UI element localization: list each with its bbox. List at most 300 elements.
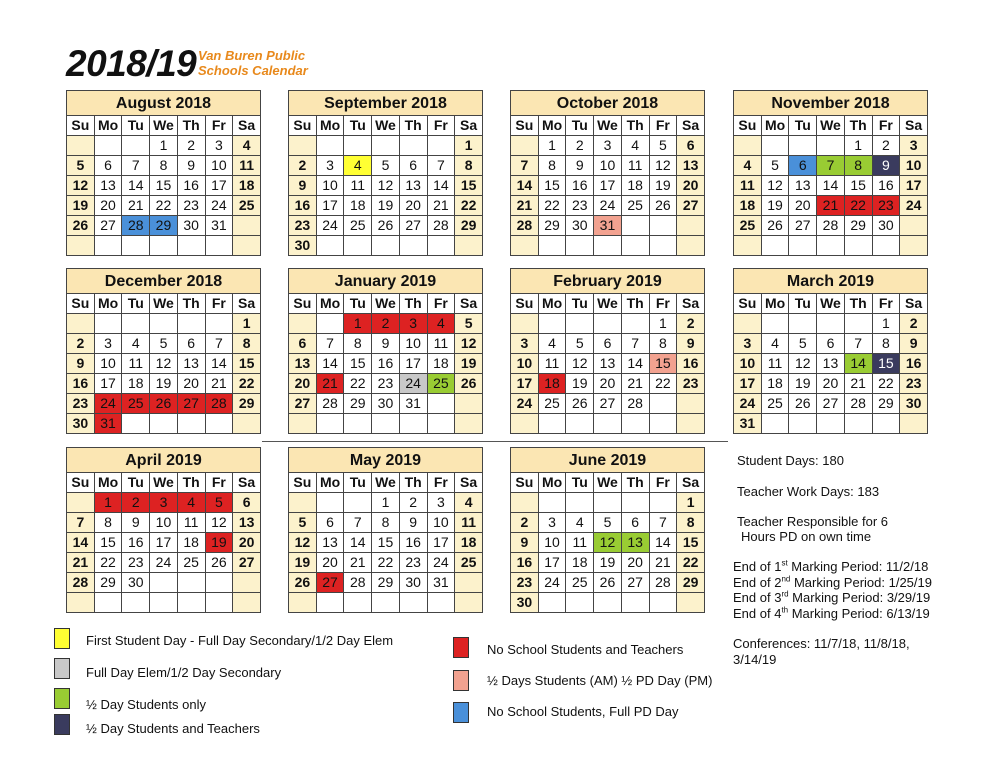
empty-cell [94, 314, 122, 334]
empty-cell [316, 236, 344, 256]
empty-cell [621, 493, 649, 513]
day-cell: 20 [594, 374, 622, 394]
empty-cell [677, 394, 705, 414]
day-cell: 20 [399, 196, 427, 216]
weekday-header: Mo [761, 294, 789, 314]
empty-cell [734, 136, 762, 156]
day-cell: 3 [900, 136, 928, 156]
day-cell: 5 [150, 334, 178, 354]
day-cell: 14 [817, 176, 845, 196]
empty-cell [205, 593, 233, 613]
weekday-header: Fr [427, 473, 455, 493]
empty-cell [372, 593, 400, 613]
weekday-header: Tu [344, 294, 372, 314]
empty-cell [427, 236, 455, 256]
month-calendar [288, 90, 483, 256]
district-name [198, 48, 308, 78]
day-cell: 11 [122, 354, 150, 374]
empty-cell [817, 136, 845, 156]
empty-cell [455, 414, 483, 434]
day-cell: 3 [594, 136, 622, 156]
day-cell: 6 [817, 334, 845, 354]
month-title: October 2018 [510, 90, 705, 115]
day-cell: 13 [677, 156, 705, 176]
day-cell: 8 [538, 156, 566, 176]
day-cell: 30 [872, 216, 900, 236]
day-cell: 20 [177, 374, 205, 394]
day-cell: 1 [94, 493, 122, 513]
day-cell: 23 [566, 196, 594, 216]
day-cell: 30 [511, 593, 539, 613]
day-cell: 15 [649, 354, 677, 374]
weekday-header: Th [844, 294, 872, 314]
day-cell: 6 [94, 156, 122, 176]
empty-cell [289, 136, 317, 156]
empty-cell [289, 414, 317, 434]
empty-cell [427, 414, 455, 434]
empty-cell [789, 314, 817, 334]
day-cell: 25 [122, 394, 150, 414]
empty-cell [844, 314, 872, 334]
day-cell: 16 [872, 176, 900, 196]
day-cell: 25 [761, 394, 789, 414]
empty-cell [94, 236, 122, 256]
day-cell: 8 [372, 513, 400, 533]
weekday-header: Th [177, 116, 205, 136]
day-cell: 25 [538, 394, 566, 414]
day-cell: 6 [177, 334, 205, 354]
empty-cell [427, 136, 455, 156]
weekday-header: Sa [233, 116, 261, 136]
day-cell: 5 [67, 156, 95, 176]
day-cell: 30 [122, 573, 150, 593]
weekday-header: Tu [566, 294, 594, 314]
day-cell: 18 [761, 374, 789, 394]
day-cell: 10 [399, 334, 427, 354]
section-divider [262, 441, 728, 442]
day-cell: 17 [150, 533, 178, 553]
weekday-header: Su [511, 116, 539, 136]
weekday-header: Fr [649, 116, 677, 136]
day-cell: 18 [427, 354, 455, 374]
empty-cell [399, 236, 427, 256]
day-cell: 3 [511, 334, 539, 354]
day-cell: 3 [399, 314, 427, 334]
day-cell: 7 [511, 156, 539, 176]
empty-cell [761, 236, 789, 256]
day-cell: 16 [677, 354, 705, 374]
empty-cell [621, 236, 649, 256]
day-cell: 22 [344, 374, 372, 394]
weekday-header: Th [621, 473, 649, 493]
day-cell: 16 [67, 374, 95, 394]
weekday-header: We [372, 473, 400, 493]
day-cell: 4 [621, 136, 649, 156]
day-cell: 7 [344, 513, 372, 533]
legend-label-red: No School Students and Teachers [487, 642, 684, 657]
weekday-header: Tu [566, 473, 594, 493]
pd-note-line2: Hours PD on own time [741, 529, 872, 544]
teacher-work-days: Teacher Work Days: 183 [737, 484, 880, 499]
weekday-header: Tu [344, 473, 372, 493]
empty-cell [594, 493, 622, 513]
empty-cell [511, 414, 539, 434]
weekday-header: We [150, 473, 178, 493]
day-cell: 30 [900, 394, 928, 414]
empty-cell [67, 314, 95, 334]
day-cell: 11 [177, 513, 205, 533]
day-cell: 2 [566, 136, 594, 156]
empty-cell [649, 236, 677, 256]
day-cell: 19 [594, 553, 622, 573]
day-cell: 29 [455, 216, 483, 236]
month-title: August 2018 [66, 90, 261, 115]
empty-cell [177, 314, 205, 334]
day-cell: 19 [150, 374, 178, 394]
day-cell: 19 [566, 374, 594, 394]
marking-period-3 [733, 590, 930, 606]
conferences-line2: 3/14/19 [733, 652, 777, 667]
day-cell: 26 [789, 394, 817, 414]
empty-cell [621, 216, 649, 236]
weekday-header: Fr [872, 116, 900, 136]
day-cell: 11 [427, 334, 455, 354]
day-cell: 13 [233, 513, 261, 533]
day-cell: 20 [316, 553, 344, 573]
weekday-header: Su [289, 116, 317, 136]
day-cell: 19 [289, 553, 317, 573]
month-calendar [510, 447, 705, 613]
day-cell: 20 [289, 374, 317, 394]
weekday-header: Tu [789, 294, 817, 314]
day-cell: 7 [122, 156, 150, 176]
day-cell: 24 [734, 394, 762, 414]
day-cell: 15 [677, 533, 705, 553]
empty-cell [233, 573, 261, 593]
day-cell: 14 [316, 354, 344, 374]
day-cell: 4 [566, 513, 594, 533]
day-cell: 19 [205, 533, 233, 553]
empty-cell [177, 593, 205, 613]
day-cell: 20 [677, 176, 705, 196]
legend-swatch-green [54, 688, 70, 709]
day-cell: 30 [67, 414, 95, 434]
day-cell: 26 [649, 196, 677, 216]
day-cell: 27 [399, 216, 427, 236]
day-cell: 12 [67, 176, 95, 196]
mp4-date: Marking Period: 6/13/19 [788, 606, 930, 621]
day-cell: 4 [734, 156, 762, 176]
day-cell: 28 [817, 216, 845, 236]
empty-cell [455, 573, 483, 593]
month-grid [66, 472, 261, 613]
day-cell: 31 [94, 414, 122, 434]
weekday-header: Su [511, 294, 539, 314]
day-cell: 24 [399, 374, 427, 394]
day-cell: 8 [150, 156, 178, 176]
weekday-header: Sa [455, 473, 483, 493]
day-cell: 17 [316, 196, 344, 216]
day-cell: 13 [399, 176, 427, 196]
legend-swatch-pink [453, 670, 469, 691]
legend-swatch-gray [54, 658, 70, 679]
empty-cell [67, 236, 95, 256]
day-cell: 6 [233, 493, 261, 513]
day-cell: 8 [677, 513, 705, 533]
day-cell: 19 [649, 176, 677, 196]
day-cell: 9 [399, 513, 427, 533]
day-cell: 29 [150, 216, 178, 236]
empty-cell [427, 394, 455, 414]
weekday-header: Su [734, 294, 762, 314]
day-cell: 28 [511, 216, 539, 236]
day-cell: 13 [621, 533, 649, 553]
empty-cell [399, 136, 427, 156]
empty-cell [511, 314, 539, 334]
day-cell: 3 [150, 493, 178, 513]
day-cell: 21 [67, 553, 95, 573]
day-cell: 10 [427, 513, 455, 533]
day-cell: 5 [566, 334, 594, 354]
day-cell: 21 [205, 374, 233, 394]
empty-cell [455, 593, 483, 613]
empty-cell [900, 236, 928, 256]
day-cell: 22 [233, 374, 261, 394]
day-cell: 21 [316, 374, 344, 394]
weekday-header: Mo [94, 473, 122, 493]
day-cell: 26 [67, 216, 95, 236]
day-cell: 13 [789, 176, 817, 196]
day-cell: 20 [233, 533, 261, 553]
legend-label-yellow: First Student Day - Full Day Secondary/1/2 Day Elem [86, 633, 394, 648]
day-cell: 2 [372, 314, 400, 334]
empty-cell [455, 394, 483, 414]
day-cell: 5 [789, 334, 817, 354]
day-cell: 22 [372, 553, 400, 573]
day-cell: 6 [621, 513, 649, 533]
day-cell: 7 [621, 334, 649, 354]
empty-cell [205, 314, 233, 334]
mp2-suffix: nd [781, 574, 791, 584]
day-cell: 18 [233, 176, 261, 196]
day-cell: 24 [511, 394, 539, 414]
weekday-header: Tu [566, 116, 594, 136]
empty-cell [872, 414, 900, 434]
weekday-header: Mo [94, 294, 122, 314]
empty-cell [566, 593, 594, 613]
day-cell: 9 [566, 156, 594, 176]
day-cell: 15 [538, 176, 566, 196]
day-cell: 18 [566, 553, 594, 573]
day-cell: 2 [872, 136, 900, 156]
day-cell: 30 [372, 394, 400, 414]
weekday-header: Fr [427, 116, 455, 136]
day-cell: 2 [122, 493, 150, 513]
month-calendar [510, 268, 705, 434]
empty-cell [372, 236, 400, 256]
mp2-prefix: End of 2 [733, 575, 782, 590]
calendar-year-title: 2018/19 [66, 43, 197, 84]
day-cell: 23 [677, 374, 705, 394]
day-cell: 15 [344, 354, 372, 374]
day-cell: 9 [511, 533, 539, 553]
legend-swatch-yellow [54, 628, 70, 649]
day-cell: 12 [594, 533, 622, 553]
month-grid [510, 115, 705, 256]
weekday-header: Su [67, 116, 95, 136]
day-cell: 9 [872, 156, 900, 176]
weekday-header: We [150, 116, 178, 136]
month-grid [66, 115, 261, 256]
mp1-prefix: End of 1 [733, 559, 782, 574]
day-cell: 28 [316, 394, 344, 414]
day-cell: 11 [566, 533, 594, 553]
empty-cell [817, 236, 845, 256]
day-cell: 13 [289, 354, 317, 374]
month-title: September 2018 [288, 90, 483, 115]
day-cell: 2 [900, 314, 928, 334]
day-cell: 1 [455, 136, 483, 156]
month-calendar [66, 268, 261, 434]
day-cell: 19 [455, 354, 483, 374]
weekday-header: Fr [872, 294, 900, 314]
day-cell: 16 [177, 176, 205, 196]
day-cell: 1 [538, 136, 566, 156]
day-cell: 3 [538, 513, 566, 533]
day-cell: 16 [289, 196, 317, 216]
empty-cell [511, 236, 539, 256]
empty-cell [761, 314, 789, 334]
weekday-header: Tu [344, 116, 372, 136]
day-cell: 26 [455, 374, 483, 394]
weekday-header: We [594, 473, 622, 493]
day-cell: 4 [455, 493, 483, 513]
empty-cell [177, 236, 205, 256]
empty-cell [122, 136, 150, 156]
weekday-header: Mo [316, 294, 344, 314]
month-grid [288, 115, 483, 256]
day-cell: 12 [789, 354, 817, 374]
empty-cell [677, 216, 705, 236]
day-cell: 14 [844, 354, 872, 374]
day-cell: 22 [677, 553, 705, 573]
empty-cell [316, 493, 344, 513]
day-cell: 22 [872, 374, 900, 394]
day-cell: 28 [205, 394, 233, 414]
day-cell: 18 [122, 374, 150, 394]
day-cell: 9 [177, 156, 205, 176]
day-cell: 7 [427, 156, 455, 176]
day-cell: 21 [122, 196, 150, 216]
day-cell: 27 [817, 394, 845, 414]
month-calendar [288, 447, 483, 613]
day-cell: 23 [177, 196, 205, 216]
day-cell: 14 [122, 176, 150, 196]
day-cell: 29 [344, 394, 372, 414]
weekday-header: Fr [205, 116, 233, 136]
empty-cell [150, 573, 178, 593]
legend-swatch-blue [453, 702, 469, 723]
day-cell: 25 [177, 553, 205, 573]
mp1-date: Marking Period: 11/2/18 [787, 559, 929, 574]
day-cell: 8 [844, 156, 872, 176]
day-cell: 7 [844, 334, 872, 354]
day-cell: 15 [372, 533, 400, 553]
day-cell: 16 [372, 354, 400, 374]
empty-cell [566, 236, 594, 256]
day-cell: 17 [511, 374, 539, 394]
weekday-header: We [594, 294, 622, 314]
day-cell: 4 [344, 156, 372, 176]
conferences-line1: Conferences: 11/7/18, 11/8/18, [733, 636, 910, 651]
day-cell: 13 [94, 176, 122, 196]
day-cell: 11 [538, 354, 566, 374]
empty-cell [677, 414, 705, 434]
day-cell: 23 [511, 573, 539, 593]
day-cell: 12 [289, 533, 317, 553]
day-cell: 10 [150, 513, 178, 533]
empty-cell [150, 236, 178, 256]
day-cell: 25 [455, 553, 483, 573]
day-cell: 25 [344, 216, 372, 236]
empty-cell [594, 593, 622, 613]
empty-cell [538, 236, 566, 256]
day-cell: 26 [372, 216, 400, 236]
day-cell: 4 [233, 136, 261, 156]
empty-cell [621, 593, 649, 613]
weekday-header: Fr [649, 473, 677, 493]
day-cell: 23 [872, 196, 900, 216]
day-cell: 6 [677, 136, 705, 156]
day-cell: 3 [734, 334, 762, 354]
day-cell: 29 [94, 573, 122, 593]
district-name-line1: Van Buren Public [198, 48, 306, 63]
day-cell: 9 [677, 334, 705, 354]
day-cell: 1 [344, 314, 372, 334]
day-cell: 2 [67, 334, 95, 354]
day-cell: 5 [372, 156, 400, 176]
day-cell: 24 [94, 394, 122, 414]
day-cell: 5 [649, 136, 677, 156]
day-cell: 22 [150, 196, 178, 216]
day-cell: 22 [538, 196, 566, 216]
empty-cell [67, 593, 95, 613]
day-cell: 3 [316, 156, 344, 176]
day-cell: 15 [872, 354, 900, 374]
weekday-header: Mo [761, 116, 789, 136]
day-cell: 31 [594, 216, 622, 236]
day-cell: 7 [817, 156, 845, 176]
day-cell: 16 [900, 354, 928, 374]
weekday-header: Fr [427, 294, 455, 314]
month-grid [510, 472, 705, 613]
day-cell: 12 [150, 354, 178, 374]
empty-cell [150, 593, 178, 613]
empty-cell [511, 493, 539, 513]
day-cell: 16 [566, 176, 594, 196]
day-cell: 26 [205, 553, 233, 573]
day-cell: 28 [844, 394, 872, 414]
day-cell: 3 [94, 334, 122, 354]
day-cell: 16 [399, 533, 427, 553]
empty-cell [511, 136, 539, 156]
day-cell: 27 [594, 394, 622, 414]
empty-cell [900, 216, 928, 236]
district-name-line2: Schools Calendar [198, 63, 308, 78]
weekday-header: Tu [122, 116, 150, 136]
day-cell: 4 [122, 334, 150, 354]
weekday-header: Sa [900, 116, 928, 136]
